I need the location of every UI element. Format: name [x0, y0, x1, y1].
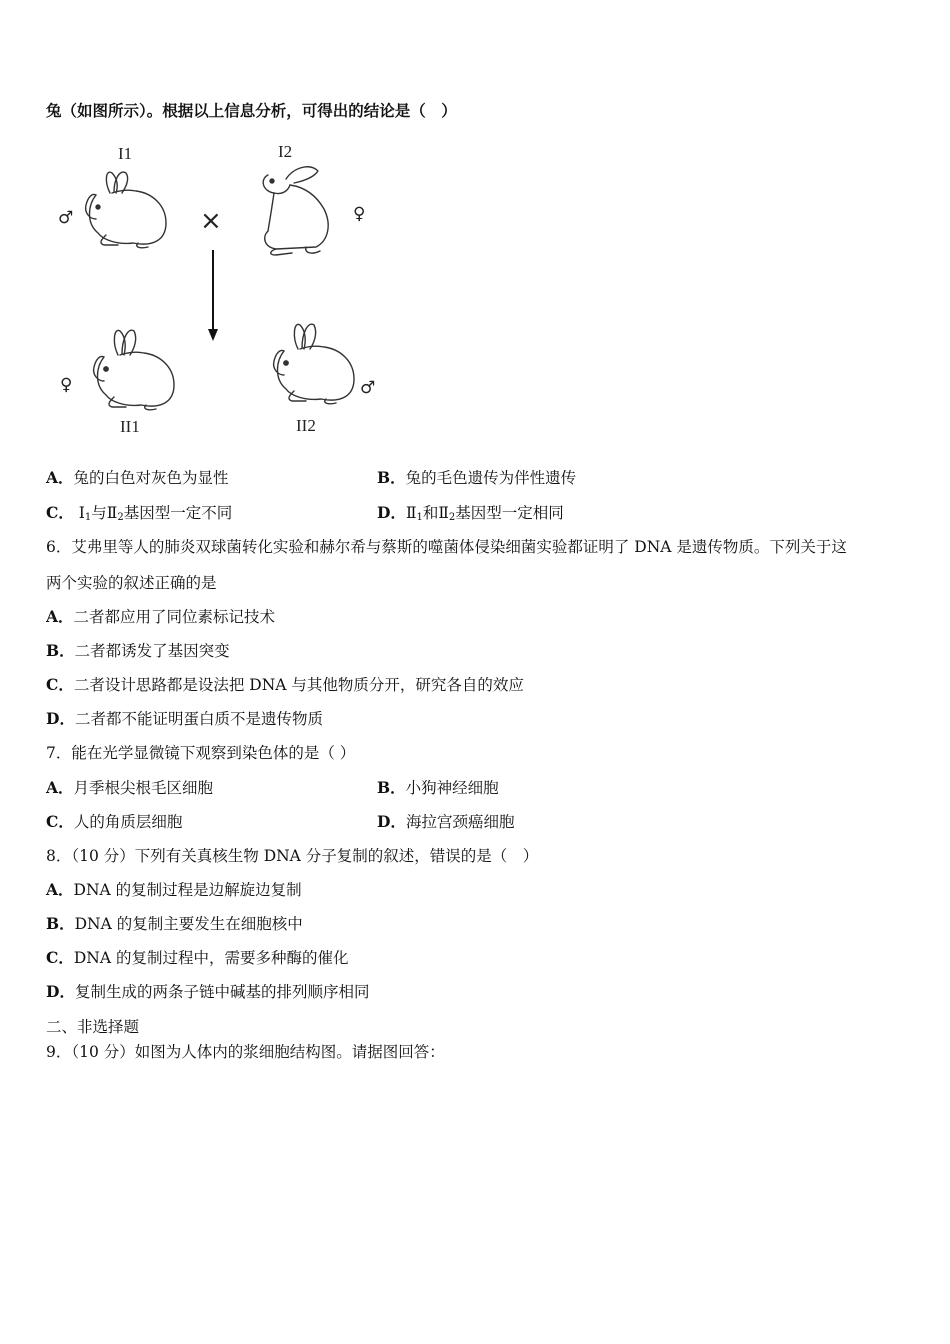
option-c-mid: 与Ⅱ: [91, 504, 118, 522]
q8-option-c-letter: C．: [46, 948, 74, 967]
rabbit-ii2-icon: [274, 324, 354, 404]
down-arrow-icon: [208, 250, 218, 341]
label-i1: I1: [118, 144, 133, 163]
rabbit-pedigree-figure: [48, 135, 388, 445]
q7-stem: 7．能在光学显微镜下观察到染色体的是（ ）: [46, 744, 356, 762]
q6-option-a: [46, 606, 275, 628]
question-intro: 兔（如图所示）。根据以上信息分析，可得出的结论是（ ）: [46, 101, 457, 120]
q6-option-c: [46, 674, 524, 696]
q6-option-a-text: 二者都应用了同位素标记技术: [73, 608, 276, 626]
label-ii2: II2: [296, 416, 316, 435]
option-b-letter: B．: [377, 468, 406, 487]
q6-option-b-text: 二者都诱发了基因突变: [74, 642, 230, 660]
option-c-sub2: 2: [117, 512, 124, 523]
option-d-rest: 基因型一定相同: [455, 504, 564, 522]
q6-option-b-letter: B．: [46, 641, 75, 660]
option-c-sub1: 1: [84, 512, 92, 523]
q6-option-c-letter: C．: [46, 675, 74, 694]
q7-option-b: [377, 777, 499, 799]
q8-option-b-letter: B．: [46, 914, 75, 933]
q8-option-b-text: DNA 的复制主要发生在细胞核中: [74, 915, 303, 933]
option-d-letter: D．: [377, 503, 406, 522]
q6-option-a-letter: A．: [46, 607, 74, 626]
q8-option-b: [46, 913, 303, 935]
q9-stem: 9．（10 分）如图为人体内的浆细胞结构图。请据图回答：: [46, 1043, 445, 1061]
rabbit-ii1-icon: [94, 330, 174, 410]
option-row-ab: [46, 467, 229, 489]
male-symbol-ii2: ♂: [360, 378, 376, 398]
q6-option-b: [46, 640, 230, 662]
option-d: [377, 502, 564, 529]
q7-option-c-text: 人的角质层细胞: [73, 813, 183, 831]
option-a-text: 兔的白色对灰色为显性: [73, 469, 229, 487]
option-c-roman1: Ⅰ: [78, 504, 85, 522]
q7-option-d: [377, 811, 514, 833]
q6-option-d: [46, 708, 323, 730]
q7-option-a-text: 月季根尖根毛区细胞: [73, 779, 214, 797]
q7-option-a: [46, 777, 213, 799]
option-b-text: 兔的毛色遗传为伴性遗传: [405, 469, 577, 487]
option-c-letter: C．: [46, 503, 74, 522]
q6-stem-line2: 两个实验的叙述正确的是: [46, 574, 217, 592]
q6-option-d-text: 二者都不能证明蛋白质不是遗传物质: [74, 710, 323, 728]
q6-stem-line1: 6．艾弗里等人的肺炎双球菌转化实验和赫尔希与蔡斯的噬菌体侵染细菌实验都证明了 DNA 是遗传物质。下列关于这: [46, 538, 847, 556]
q8-option-a-text: DNA 的复制过程是边解旋边复制: [73, 881, 302, 899]
male-symbol-i1: ♂: [58, 208, 74, 228]
option-d-sub2: 2: [448, 512, 456, 523]
q6-option-c-text: 二者设计思路都是设法把 DNA 与其他物质分开，研究各自的效应: [73, 676, 524, 694]
rabbit-i1-icon: [86, 172, 166, 248]
q8-stem: 8．（10 分）下列有关真核生物 DNA 分子复制的叙述，错误的是（ ）: [46, 847, 539, 865]
q8-option-c: [46, 947, 348, 969]
q8-option-a-letter: A．: [46, 880, 74, 899]
q7-option-d-text: 海拉宫颈癌细胞: [405, 813, 515, 831]
q7-option-a-letter: A．: [46, 778, 74, 797]
label-i2: I2: [278, 142, 293, 161]
q7-option-b-letter: B．: [377, 778, 406, 797]
option-b: [377, 467, 576, 489]
q8-option-a: [46, 879, 302, 901]
option-c: [46, 502, 232, 529]
q7-option-c: [46, 811, 182, 833]
option-d-roman1: Ⅱ: [405, 504, 417, 522]
q8-option-d-letter: D．: [46, 982, 75, 1001]
q7-option-d-letter: D．: [377, 812, 406, 831]
option-d-sub1: 1: [416, 512, 423, 523]
option-a-letter: A．: [46, 468, 74, 487]
label-ii1: II1: [120, 417, 140, 436]
q7-option-b-text: 小狗神经细胞: [405, 779, 499, 797]
female-symbol-ii1: ♀: [60, 375, 73, 395]
q8-option-d-text: 复制生成的两条子链中碱基的排列顺序相同: [74, 983, 370, 1001]
option-d-mid: 和Ⅱ: [422, 504, 449, 522]
q8-option-d: [46, 981, 369, 1003]
option-c-rest: 基因型一定不同: [123, 504, 233, 522]
q7-option-c-letter: C．: [46, 812, 74, 831]
section-heading: 二、非选择题: [46, 1018, 140, 1036]
q6-option-d-letter: D．: [46, 709, 75, 728]
rabbit-i2-icon: [263, 167, 328, 255]
female-symbol-i2: ♀: [353, 204, 366, 224]
cross-symbol: ×: [200, 206, 222, 236]
q8-option-c-text: DNA 的复制过程中，需要多种酶的催化: [73, 949, 349, 967]
